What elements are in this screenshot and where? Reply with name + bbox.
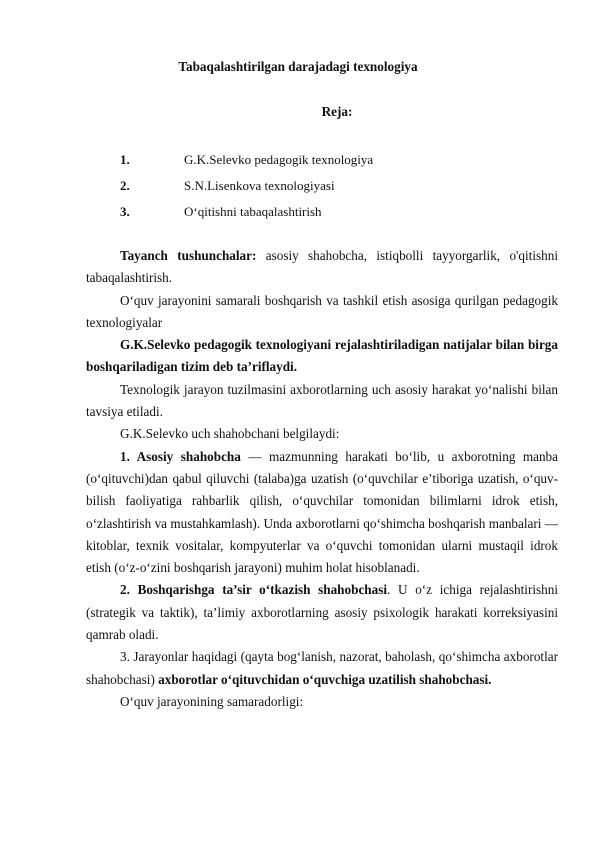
document-body [86, 245, 558, 713]
paragraph-bold-text: G.K.Selevko pedagogik texnologiyani rejalashtiriladigan natijalar bilan birga boshqariladigan tizim deb ta’riflaydi. [86, 337, 558, 375]
plan-item-number: 1. [120, 152, 130, 167]
paragraph-control-branch [86, 579, 558, 646]
paragraph [86, 423, 558, 445]
plan-heading: Reja: [321, 104, 353, 119]
plan-item-text: G.K.Selevko pedagogik texnologiya [184, 152, 374, 167]
paragraph [86, 379, 558, 424]
plan-item [120, 203, 373, 229]
plan-item-text: O‘qitishni tabaqalashtirish [184, 204, 322, 219]
paragraph-bold-lead: 1. Asosiy shahobcha [120, 448, 241, 464]
plan-list [120, 151, 373, 229]
key-concepts-text: asosiy shahobcha, istiqbolli tayyorgarlik, o'qitishni tabaqalashtirish. [86, 248, 558, 286]
paragraph [86, 691, 558, 713]
paragraph-text: — mazmunning harakati bo‘lib, u axborotning manba (o‘qituvchi)dan qabul qiluvchi (talaba)ga uzatish (o‘quvchilar e’tiboriga uzatish, o‘quv-bilish faoliyatiga rahbarlik qilish, o‘quvchilar tomonidan bilimlarni idrok etish, o‘zlashtirish va mustahkamlash). Unda axborotlarni qo‘shimcha boshqarish manbalari — kitoblar, texnik vositalar, kompyuterlar va o‘quvchi tomonidan ularni mustaqil idrok etish (o‘z-o‘zini boshqarish jarayoni) muhim holat hisoblanadi. [86, 448, 559, 576]
paragraph-main-branch [86, 446, 558, 580]
paragraph-text: Texnologik jarayon tuzilmasini axborotlarning uch asosiy harakat yo‘nalishi bilan tavsiya etiladi. [86, 381, 558, 420]
plan-item [120, 151, 373, 177]
paragraph-bold-tail: axborotlar o‘qituvchidan o‘quvchiga uzatilish shahobchasi. [158, 671, 492, 687]
paragraph-key-concepts [86, 245, 558, 290]
paragraph-feedback-branch [86, 646, 558, 691]
paragraph-text: O‘quv jarayonining samaradorligi: [120, 693, 304, 709]
paragraph-text: 3. Jarayonlar haqidagi (qayta bog‘lanish, nazorat, baholash, qo‘shimcha axborotlar shahobchasi) [86, 649, 558, 687]
paragraph-bold-definition [86, 334, 558, 379]
paragraph-bold-lead: 2. Boshqarishga ta’sir o‘tkazish shahobchasi [120, 582, 388, 598]
plan-item-text: S.N.Lisenkova texnologiyasi [184, 178, 335, 193]
plan-item [120, 177, 373, 203]
paragraph-text: . U o‘z ichiga rejalashtirishni (strategik va taktik), ta’limiy axborotlarning asosiy psixologik harakati korreksiyasini qamrab oladi. [86, 582, 558, 643]
plan-item-number: 2. [120, 178, 130, 193]
document-title: Tabaqalashtirilgan darajadagi texnologiya [178, 59, 418, 74]
paragraph-text: O‘quv jarayonini samarali boshqarish va tashkil etish asosiga qurilgan pedagogik texnologiyalar [86, 292, 558, 330]
paragraph-text: G.K.Selevko uch shahobchani belgilaydi: [120, 426, 340, 442]
plan-item-number: 3. [120, 204, 130, 219]
key-concepts-label: Tayanch tushunchalar: [120, 248, 257, 263]
paragraph [86, 290, 558, 335]
